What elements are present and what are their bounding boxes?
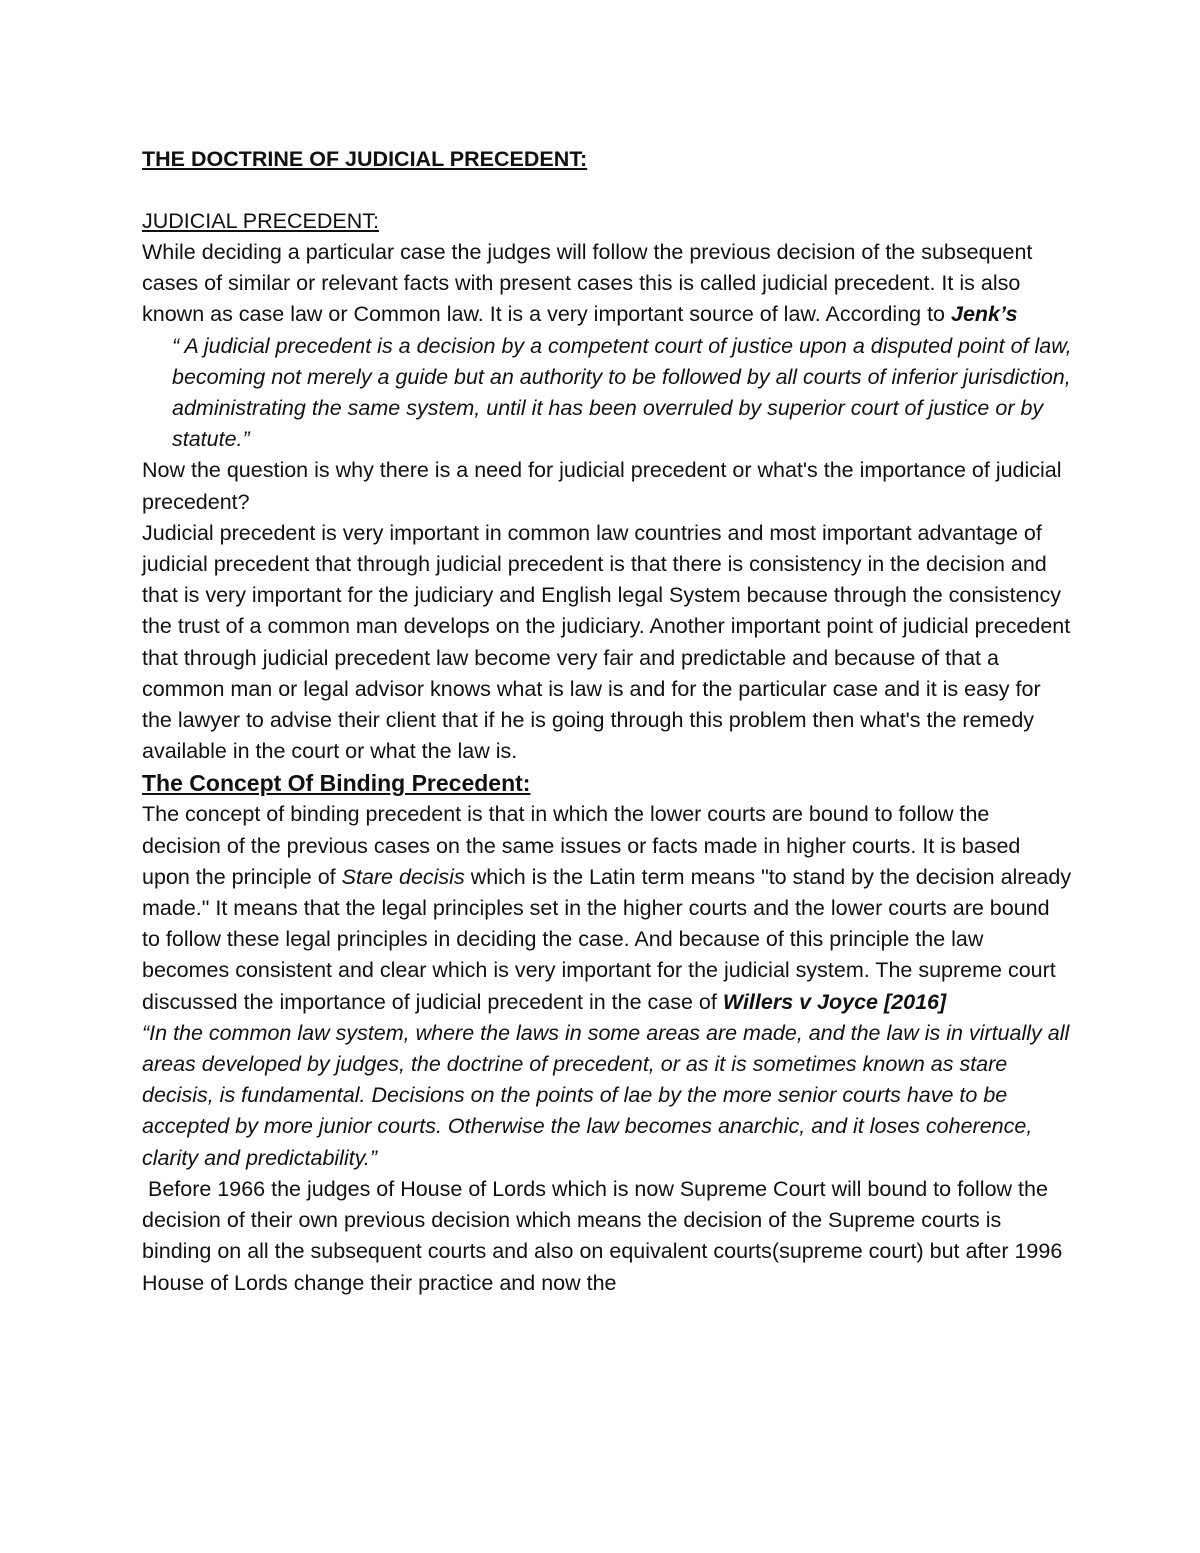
jenks-quote-text: A judicial precedent is a decision by a competent court of justice upon a disputed point of law, becoming not merely a guide but an authority to be followed by all courts of inferior jurisdiction, administrating the same system, until it has been overruled by superior court of justice or by statute. bbox=[172, 333, 1072, 452]
paragraph-question: Now the question is why there is a need for judicial precedent or what's the importance of judicial precedent? bbox=[142, 458, 1062, 514]
latin-term: Stare decisis bbox=[341, 864, 465, 889]
binding-concept-text-a: The concept of binding precedent is that in which the lower courts are bound to follow the decision of the previous cases on the same issues or facts made in higher courts. It is based upon the principle of bbox=[142, 802, 1021, 889]
section-heading-judicial-precedent: JUDICIAL PRECEDENT: bbox=[142, 209, 379, 233]
quote-open-mark: “ bbox=[172, 333, 185, 358]
paragraph-binding-concept bbox=[142, 799, 1072, 1017]
quote-close-mark: ” bbox=[242, 427, 250, 452]
paragraph-importance: Judicial precedent is very important in common law countries and most important advantage of judicial precedent that through judicial precedent is that there is consistency in the decision and that is very important for the judiciary and English legal System because through the consistency the trust of a common man develops on the judiciary. Another important point of judicial precedent that through judicial precedent law become very fair and predictable and because of that a common man or legal advisor knows what is law is and for the particular case and it is easy for the lawyer to advise their client that if he is going through this problem then what's the remedy available in the court or what the law is. bbox=[142, 520, 1071, 764]
document-title: THE DOCTRINE OF JUDICIAL PRECEDENT: bbox=[142, 147, 588, 171]
paragraph-definition-text: While deciding a particular case the judges will follow the previous decision of the subsequent cases of similar or relevant facts with present cases this is called judicial precedent. It is also known as case law or Common law. It is a very important source of law. According to bbox=[142, 240, 1033, 327]
author-name: Jenk’s bbox=[951, 302, 1018, 327]
jenks-quote bbox=[142, 331, 1072, 456]
paragraph-house-of-lords: Before 1966 the judges of House of Lords which is now Supreme Court will bound to follow the decision of their own previous decision which means the decision of the Supreme courts is binding on all the subsequent courts and also on equivalent courts(supreme court) but after 1996 House of Lords change their practice and now the bbox=[142, 1176, 1069, 1295]
spacer bbox=[142, 175, 1072, 206]
paragraph-definition bbox=[142, 237, 1072, 331]
section-heading-binding-precedent: The Concept Of Binding Precedent: bbox=[142, 770, 531, 797]
willers-quote: “In the common law system, where the laws in some areas are made, and the law is in virtually all areas developed by judges, the doctrine of precedent, or as it is sometimes known as stare decisis, is fundamental. Decisions on the points of lae by the more senior courts have to be accepted by more junior courts. Otherwise the law becomes anarchic, and it loses coherence, clarity and predictability.” bbox=[142, 1020, 1070, 1170]
case-citation: Willers v Joyce [2016] bbox=[722, 989, 947, 1014]
document-page bbox=[142, 144, 1072, 1299]
binding-concept-text-b: which is the Latin term means "to stand by the decision already made." It means that the legal principles set in the higher courts and the lower courts are bound to follow these legal principles in deciding the case. And because of this principle the law becomes consistent and clear which is very important for the judicial system. The supreme court discussed the importance of judicial precedent in the case of bbox=[142, 864, 1072, 1014]
